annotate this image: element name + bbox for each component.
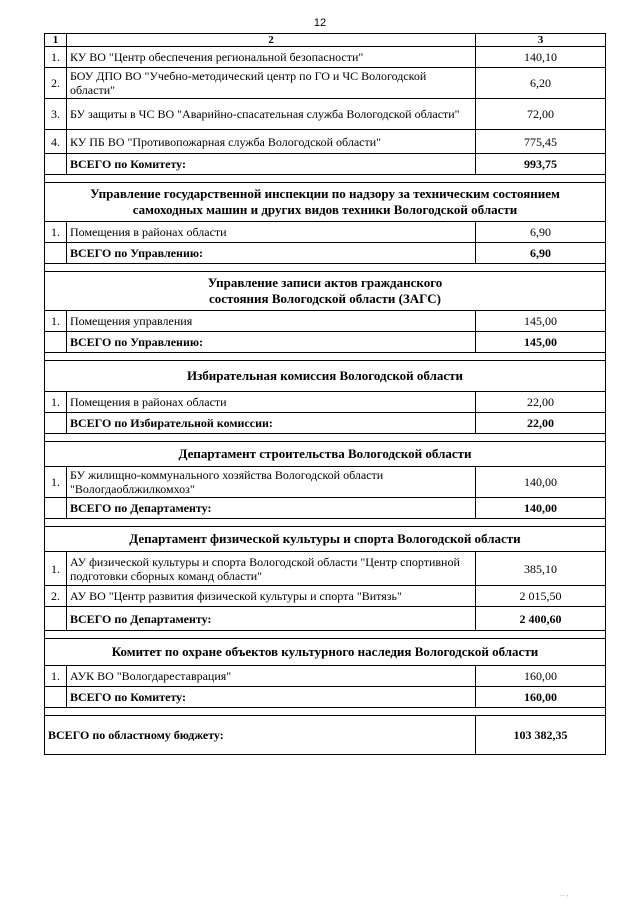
row-number: 1. bbox=[45, 467, 67, 498]
row-value: 385,10 bbox=[476, 552, 606, 586]
row-name: АУ ВО "Центр развития физической культуры и спорта "Витязь" bbox=[67, 586, 476, 607]
row-name: Помещения в районах области bbox=[67, 392, 476, 413]
table-row bbox=[45, 467, 606, 498]
section-title: Управление государственной инспекции по надзору за техническим состоянием самоходных машин и других видов техники Вологодской области bbox=[45, 183, 606, 222]
total-value: 22,00 bbox=[476, 413, 606, 434]
table-row bbox=[45, 130, 606, 154]
total-value: 6,90 bbox=[476, 243, 606, 264]
row-value: 6,90 bbox=[476, 222, 606, 243]
total-value: 993,75 bbox=[476, 154, 606, 175]
total-row bbox=[45, 154, 606, 175]
total-value: 160,00 bbox=[476, 687, 606, 708]
section-title: Избирательная комиссия Вологодской области bbox=[45, 361, 606, 392]
budget-table bbox=[44, 33, 606, 755]
row-number: 3. bbox=[45, 99, 67, 130]
total-value: 2 400,60 bbox=[476, 607, 606, 631]
header-col1: 1 bbox=[45, 34, 67, 47]
row-number: 2. bbox=[45, 68, 67, 99]
row-number: 1. bbox=[45, 222, 67, 243]
table-row bbox=[45, 99, 606, 130]
total-value: 145,00 bbox=[476, 332, 606, 353]
row-number: 1. bbox=[45, 47, 67, 68]
row-name: АУ физической культуры и спорта Вологодской области "Центр спортивной подготовки сборных команд области" bbox=[67, 552, 476, 586]
row-name: БУ жилищно-коммунального хозяйства Вологодской области "Вологдаоблжилкомхоз" bbox=[67, 467, 476, 498]
table-row bbox=[45, 311, 606, 332]
row-name: КУ ПБ ВО "Противопожарная служба Вологодской области" bbox=[67, 130, 476, 154]
table-row bbox=[45, 222, 606, 243]
total-label: ВСЕГО по Избирательной комиссии: bbox=[67, 413, 476, 434]
total-label: ВСЕГО по Управлению: bbox=[67, 243, 476, 264]
row-name: АУК ВО "Вологдареставрация" bbox=[67, 666, 476, 687]
header-col3: 3 bbox=[476, 34, 606, 47]
grand-total-value: 103 382,35 bbox=[476, 716, 606, 755]
row-name: БОУ ДПО ВО "Учебно-методический центр по ГО и ЧС Вологодской области" bbox=[67, 68, 476, 99]
section-title: Управление записи актов гражданского состояния Вологодской области (ЗАГС) bbox=[45, 272, 606, 311]
section-header bbox=[45, 527, 606, 552]
total-label: ВСЕГО по Комитету: bbox=[67, 154, 476, 175]
total-row bbox=[45, 607, 606, 631]
row-name: Помещения в районах области bbox=[67, 222, 476, 243]
row-number: 1. bbox=[45, 666, 67, 687]
total-row bbox=[45, 243, 606, 264]
row-value: 140,00 bbox=[476, 467, 606, 498]
total-row bbox=[45, 687, 606, 708]
total-label: ВСЕГО по Комитету: bbox=[67, 687, 476, 708]
row-value: 6,20 bbox=[476, 68, 606, 99]
section-title: Комитет по охране объектов культурного наследия Вологодской области bbox=[45, 639, 606, 666]
total-row bbox=[45, 332, 606, 353]
total-row bbox=[45, 413, 606, 434]
row-value: 145,00 bbox=[476, 311, 606, 332]
section-header bbox=[45, 361, 606, 392]
total-label: ВСЕГО по Департаменту: bbox=[67, 498, 476, 519]
row-value: 2 015,50 bbox=[476, 586, 606, 607]
total-value: 140,00 bbox=[476, 498, 606, 519]
section-title: Департамент строительства Вологодской области bbox=[45, 442, 606, 467]
row-name: БУ защиты в ЧС ВО "Аварийно-спасательная служба Вологодской области" bbox=[67, 99, 476, 130]
section-header bbox=[45, 272, 606, 311]
section-header bbox=[45, 183, 606, 222]
row-number: 1. bbox=[45, 311, 67, 332]
table-row bbox=[45, 392, 606, 413]
row-number: 1. bbox=[45, 392, 67, 413]
footer-mark: … , bbox=[560, 892, 569, 898]
page-number: 12 bbox=[313, 17, 327, 29]
grand-total-label: ВСЕГО по областному бюджету: bbox=[45, 716, 476, 755]
section-title: Департамент физической культуры и спорта Вологодской области bbox=[45, 527, 606, 552]
section-header bbox=[45, 442, 606, 467]
row-number: 1. bbox=[45, 552, 67, 586]
table-row bbox=[45, 586, 606, 607]
row-value: 160,00 bbox=[476, 666, 606, 687]
row-value: 775,45 bbox=[476, 130, 606, 154]
total-label: ВСЕГО по Департаменту: bbox=[67, 607, 476, 631]
row-number: 2. bbox=[45, 586, 67, 607]
total-label: ВСЕГО по Управлению: bbox=[67, 332, 476, 353]
table-row bbox=[45, 68, 606, 99]
section-header bbox=[45, 639, 606, 666]
row-number: 4. bbox=[45, 130, 67, 154]
table-row bbox=[45, 666, 606, 687]
header-row bbox=[45, 34, 606, 47]
row-name: Помещения управления bbox=[67, 311, 476, 332]
row-value: 22,00 bbox=[476, 392, 606, 413]
row-value: 72,00 bbox=[476, 99, 606, 130]
row-value: 140,10 bbox=[476, 47, 606, 68]
total-row bbox=[45, 498, 606, 519]
row-name: КУ ВО "Центр обеспечения региональной безопасности" bbox=[67, 47, 476, 68]
table-row bbox=[45, 47, 606, 68]
header-col2: 2 bbox=[67, 34, 476, 47]
grand-total-row bbox=[45, 716, 606, 755]
table-row bbox=[45, 552, 606, 586]
